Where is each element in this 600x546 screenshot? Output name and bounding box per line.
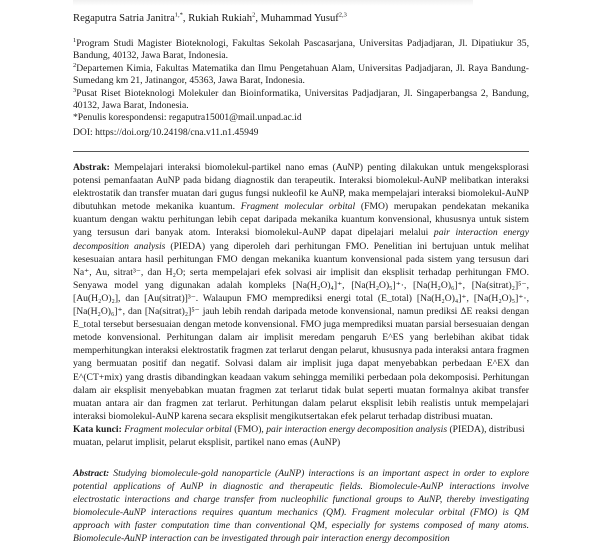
author-affil-mark: 1,* [174,11,183,19]
term-pieda: pair interaction energy decomposition analysis [73,227,529,252]
author-name: Rukiah Rukiah [188,13,253,24]
abstrak-label: Abstrak: [73,162,110,173]
correspondence-email[interactable]: *Penulis korespondensi: regaputra15001@mail.unpad.ac.id [73,112,302,124]
affil-number: 3 [73,86,77,94]
keywords [73,423,529,449]
abstract-english [73,467,529,546]
author-name: Muhammad Yusuf [260,13,339,24]
author-affil-mark: 2 [252,11,256,19]
abstrak-text: (PIEDA) yang diperoleh dari perhitungan FMO. Penelitian ini bertujuan untuk melihat kesesuaian antara hasil perhitungan FMO dengan mekanika kuantum konvensional pada sistem yang tersusun dari Na⁺, Au, sitrat³⁻, dan H₂O; serta mempelajari efek solvasi air implisit dan eksplisit terhadap perhitungan FMO. Senyawa model yang digunakan adalah kompleks [Na(H₂O)₄]⁺, [Na(H₂O)₅]⁺·, [Na(H₂O)₆]⁺, [Na(sitrat)₂]⁵⁻, [Au(H₂O)₂], dan [Au(sitrat)]³⁻. Walaupun FMO memprediksi energi total (E_total) [Na(H₂O)₄]⁺, [Na(H₂O)₅]⁺·, [Na(H₂O)₆]⁺, dan [Na(sitrat)₂]⁵⁻ jauh lebih rendah daripada metode konvensional, namun prediksi ΔE reaksi dengan E_total tersebut bersesuaian dengan metode konvensional. FMO juga memprediksi muatan parsial bersesuaian dengan metode konvensional. Perhitungan dalam air implisit meredam pengaruh E^ES yang berlebihan akibat tidak memperhitungkan interaksi elektrostatik fragmen zat terlarut dengan pelarut, khususnya pada interaksi antara fragmen yang bermuatan positif dan negatif. Solvasi dalam air implisit juga dapat menyebabkan perbedaan E^EX dan E^(CT+mix) yang drastis dibandingkan keadaan vakum sehingga memiliki perbedaan pola dekomposisi. Perhitungan dalam air eksplisit menyebabkan muatan fragmen zat terlarut tidak bulat seperti muatan formalnya akibat transfer muatan antara air dan fragmen zat terlarut. Perhitungan dalam pelarut eksplisit lebih realistis untuk mempelajari interaksi biomolekul-AuNP karena secara eksplisit mengikutsertakan efek pelarut terhadap distribusi muatan. [73,240,529,422]
keyword-term: pair interaction energy decomposition analysis [266,424,448,435]
abstract-text: Studying biomolecule-gold nanoparticle (AuNP) interactions is an important aspect in order to explore potential applications of AuNP in diagnostic and therapeutic fields. Biomolecule-AuNP interactions involve electrostatic interactions and charge transfer from nucleophilic functional groups to AuNP, thereby investigating biomolecule-AuNP interactions requires quantum mechanics (QM). Fragment molecular orbital (FMO) is QM approach with faster computation time than conventional QM, especially for systems composed of many atoms. Biomolecule-AuNP interaction can be investigated through pair interaction energy decomposition [73,468,529,545]
affil-text: Departemen Kimia, Fakultas Matematika dan Ilmu Pengetahuan Alam, Universitas Padjadjaran, Jl. Raya Bandung-Sumedang km 21, Jatinangor, 45363, Jawa Barat, Indonesia. [73,62,529,87]
keywords-label: Kata kunci: [73,424,122,435]
affiliation-1 [73,38,529,63]
term-fmo: Fragment molecular orbital [240,201,356,213]
author-affil-mark: 2,3 [338,11,347,19]
abstrak-indonesian [73,161,529,423]
author-list: Regaputra Satria Janitra$^{1,*}$, Rukiah Rukiah$^2$, Muhammad Yusuf$^{2,3}$ [73,11,347,24]
keyword-text: (FMO), [231,424,267,435]
abstract-label: Abstract: [73,468,110,479]
keyword-text: (PIEDA), distribusi muatan, pelarut implisit, pelarut eksplisit, partikel nano emas (AuNP) [73,424,525,448]
affil-text: Program Studi Magister Bioteknologi, Fakultas Sekolah Pascasarjana, Universitas Padjadjaran, Jl. Dipatiukur 35, Bandung, 40132, Jawa Barat, Indonesia. [73,38,529,62]
affil-number: 2 [73,61,77,69]
affil-number: 1 [73,36,77,44]
section-divider [73,151,529,152]
keyword-term: Fragment molecular orbital [124,424,232,435]
abstrak-text: Mempelajari interaksi biomolekul-partikel nano emas (AuNP) penting dilakukan untuk mengeksplorasi potensi pemanfaatan AuNP pada bidang diagnostik dan terapeutik. Interaksi biomolekul-AuNP melibatkan interaksi elektrostatik dan transfer muatan dari gugus fungsi nukleofil ke AuNP, maka mempelajari interaksi biomolekul-AuNP dibutuhkan metode mekanika kuantum. [73,162,529,213]
previous-line-fragment [73,0,473,6]
affiliation-2 [73,63,529,88]
affil-text: Pusat Riset Bioteknologi Molekuler dan Bioinformatika, Universitas Padjadjaran, Jl. Singaperbangsa 2, Bandung, 40132, Jawa Barat, Indonesia. [73,87,529,112]
affiliation-3 [73,88,529,113]
affiliations [73,38,529,125]
doi-link[interactable]: DOI: https://doi.org/10.24198/cna.v11.n1.45949 [73,127,259,138]
abstrak-text: (FMO) merupakan pendekatan mekanika kuantum dengan waktu perhitungan lebih cepat daripada mekanika kuantum konvensional, khususnya untuk sistem yang tersusun dari banyak atom. Interaksi biomolekul-AuNP dapat dipelajari melalui [73,201,530,239]
author-name: Regaputra Satria Janitra [73,13,175,24]
